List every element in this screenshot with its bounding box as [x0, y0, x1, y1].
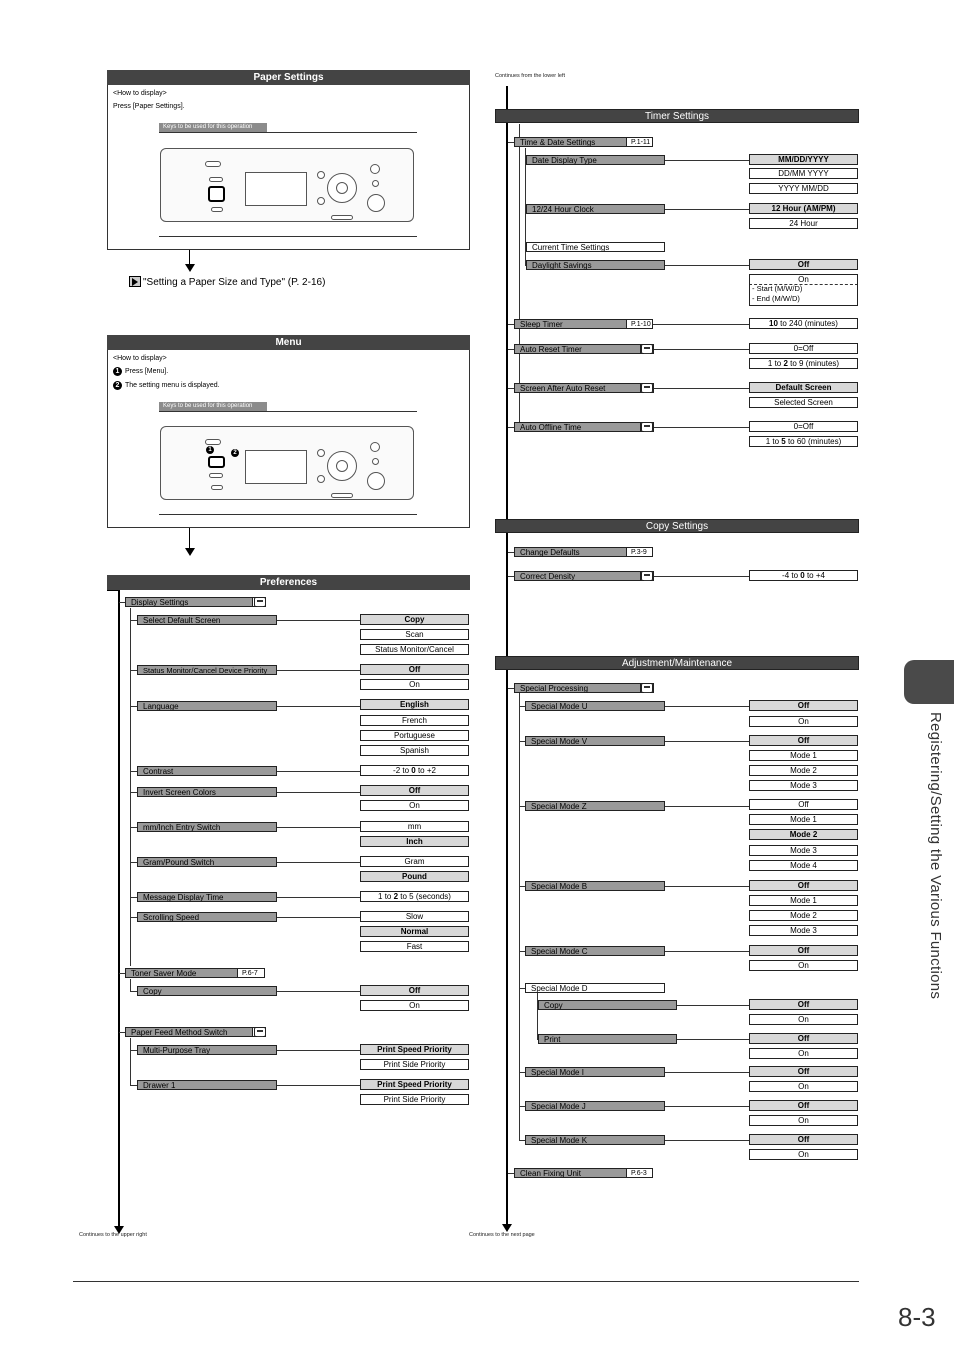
page-number: 8-3 [898, 1302, 936, 1332]
scroll-fast-option: Fast [360, 941, 469, 952]
z-mode3-option: Mode 3 [749, 845, 858, 856]
panel-key [209, 473, 223, 478]
tree-line [130, 979, 131, 991]
sm-on-option: On [360, 679, 469, 690]
paper-size-reference[interactable]: "Setting a Paper Size and Type" (P. 2-16) [143, 277, 326, 288]
connector-line [665, 806, 749, 807]
d-copy-off-option: Off [749, 999, 858, 1010]
invert-off-option: Off [360, 785, 469, 796]
density-range [749, 570, 858, 581]
daylight-on-option: On [749, 274, 858, 285]
status-monitor-label: Status Monitor/Cancel Device Priority [137, 665, 277, 675]
select-default-screen-label: Select Default Screen [137, 615, 277, 625]
start-button [367, 472, 385, 490]
c-off-option: Off [749, 945, 858, 956]
menu-keys-rule [159, 411, 417, 412]
chapter-title: Registering/Setting the Various Functions [927, 712, 944, 1000]
k-on-option: On [749, 1149, 858, 1160]
paper-feed-label: Paper Feed Method Switch [125, 1027, 253, 1037]
step-1-icon: 1 [206, 446, 214, 454]
clean-fixing-label: Clean Fixing Unit [514, 1168, 627, 1178]
menu-how: <How to display> [113, 355, 167, 362]
panel-button [317, 449, 325, 457]
panel-key [331, 215, 353, 220]
message-time-label: Message Display Time [137, 892, 277, 902]
d-copy-on-option: On [749, 1014, 858, 1025]
panel-key [205, 439, 221, 445]
connector-line [665, 886, 749, 887]
control-panel-image [160, 148, 414, 222]
change-defaults-label: Change Defaults [514, 547, 627, 557]
contrast-range [360, 765, 469, 776]
special-v-label: Special Mode V [525, 736, 665, 746]
connector-line [654, 427, 749, 428]
tree-line [130, 1085, 137, 1086]
tree-line [130, 827, 137, 828]
connector-line [653, 324, 749, 325]
date-display-label: Date Display Type [526, 155, 665, 165]
toner-on-option: On [360, 1000, 469, 1011]
connector-line [277, 706, 360, 707]
step-1-icon: 1 [113, 367, 122, 376]
daylight-off-option: Off [749, 259, 858, 270]
b-mode3-option: Mode 3 [749, 925, 858, 936]
tree-line [107, 590, 119, 591]
tree-line [130, 670, 137, 671]
default-screen-option: Default Screen [749, 382, 858, 393]
connector-line [654, 349, 749, 350]
connector-line [277, 1050, 360, 1051]
paper-settings-keys: Keys to be used for this operation [159, 123, 267, 132]
shortcut-icon [641, 571, 653, 581]
tree-line [130, 771, 137, 772]
invert-on-option: On [360, 800, 469, 811]
toner-copy-label: Copy [137, 986, 277, 996]
auto-reset-off: 0=Off [749, 343, 858, 354]
language-label: Language [137, 701, 277, 711]
daylight-label: Daylight Savings [526, 260, 665, 270]
panel-button [317, 171, 325, 179]
panel-button [317, 475, 325, 483]
date-mmddyyyy-option: MM/DD/YYYY [749, 154, 858, 165]
connector-line [277, 792, 360, 793]
contrast-range-end: to +2 [415, 766, 436, 775]
density-range-default: 0 [800, 571, 805, 580]
connector-line [665, 1106, 749, 1107]
menu-step-1: Press [Menu]. [125, 368, 169, 375]
mpt-side-option: Print Side Priority [360, 1059, 469, 1070]
connector-line [654, 576, 749, 577]
special-b-label: Special Mode B [525, 881, 665, 891]
connector-line [277, 620, 360, 621]
b-off-option: Off [749, 880, 858, 891]
shortcut-icon [254, 1027, 266, 1037]
contrast-range-default: 0 [411, 766, 416, 775]
special-i-label: Special Mode I [525, 1067, 665, 1077]
start-button [367, 194, 385, 212]
drawer-side-option: Print Side Priority [360, 1094, 469, 1105]
paper-settings-key [208, 186, 225, 202]
menu-key [208, 456, 225, 468]
v-off-option: Off [749, 735, 858, 746]
special-d-copy-label: Copy [538, 1000, 677, 1010]
panel-button [317, 197, 325, 205]
toner-saver-label: Toner Saver Mode [125, 968, 238, 978]
connector-line [665, 265, 749, 266]
tree-line [130, 917, 137, 918]
tree-line [130, 897, 137, 898]
connector-line [277, 827, 360, 828]
panel-display [245, 172, 307, 206]
screen-after-reset-label: Screen After Auto Reset [514, 383, 641, 393]
sleep-range-end: to 240 (minutes) [777, 319, 838, 328]
menu-keys: Keys to be used for this operation [159, 402, 267, 411]
tree-line [130, 706, 137, 707]
continues-next-page: Continues to the next page [469, 1232, 535, 1238]
special-j-label: Special Mode J [525, 1101, 665, 1111]
auto-offline-range-default: 5 [781, 437, 786, 446]
preferences-title: Preferences [107, 575, 470, 590]
reference-icon [129, 276, 141, 287]
grampound-label: Gram/Pound Switch [137, 857, 277, 867]
connector-line [277, 862, 360, 863]
j-off-option: Off [749, 1100, 858, 1111]
shortcut-icon [641, 383, 653, 393]
menu-step-2: The setting menu is displayed. [125, 382, 220, 389]
auto-reset-range-default: 2 [783, 359, 788, 368]
tree-line [130, 792, 137, 793]
arrow-down-icon [185, 264, 195, 272]
preferences-trunk [118, 590, 120, 1227]
change-defaults-page[interactable]: P.3-9 [627, 547, 653, 557]
tree-line [130, 1038, 131, 1085]
date-ddmm-option: DD/MM YYYY [749, 168, 858, 179]
clock-label: 12/24 Hour Clock [526, 204, 665, 214]
sleep-timer-label: Sleep Timer [514, 319, 627, 329]
auto-offline-label: Auto Offline Time [514, 422, 641, 432]
tree-line [130, 991, 137, 992]
panel-dial-center [336, 460, 348, 472]
daylight-end: - End (M/W/D) [752, 294, 800, 303]
connector-line [665, 160, 749, 161]
tree-line [519, 693, 520, 1141]
clock-24-option: 24 Hour [749, 218, 858, 229]
step-2-icon: 2 [231, 449, 239, 457]
menu-title: Menu [107, 335, 470, 350]
u-off-option: Off [749, 700, 858, 711]
time-date-page[interactable]: P.1-11 [627, 137, 653, 147]
panel-key [205, 161, 221, 167]
sds-scan-option: Scan [360, 629, 469, 640]
mpt-label: Multi-Purpose Tray [137, 1045, 277, 1055]
tree-line [130, 862, 137, 863]
connector-line [277, 991, 360, 992]
chapter-tab[interactable] [904, 660, 954, 704]
control-panel-image [160, 426, 414, 500]
continues-upper-right: Continues to the upper right [79, 1232, 147, 1238]
message-time-range [360, 891, 469, 902]
connector-line [665, 706, 749, 707]
connector-line [665, 1072, 749, 1073]
j-on-option: On [749, 1115, 858, 1126]
connector-line [665, 951, 749, 952]
paper-settings-bottom-rule [159, 236, 417, 237]
mminch-mm-option: mm [360, 821, 469, 832]
b-mode1-option: Mode 1 [749, 895, 858, 906]
scrolling-speed-label: Scrolling Speed [137, 912, 277, 922]
toner-saver-page[interactable]: P.6-7 [238, 968, 265, 978]
special-processing-label: Special Processing [514, 683, 641, 693]
connector-line [277, 897, 360, 898]
correct-density-label: Correct Density [514, 571, 641, 581]
auto-offline-range [749, 436, 858, 447]
copy-settings-title: Copy Settings [495, 519, 859, 533]
connector-line [277, 1085, 360, 1086]
scroll-slow-option: Slow [360, 911, 469, 922]
lang-portuguese-option: Portuguese [360, 730, 469, 741]
clean-fixing-page[interactable]: P.6-3 [627, 1168, 653, 1178]
panel-button [370, 442, 380, 452]
z-mode2-option: Mode 2 [749, 829, 858, 840]
auto-reset-label: Auto Reset Timer [514, 344, 641, 354]
paper-settings-press: Press [Paper Settings]. [113, 103, 185, 110]
invert-colors-label: Invert Screen Colors [137, 787, 277, 797]
timer-settings-title: Timer Settings [495, 109, 859, 123]
menu-bottom-rule [159, 514, 417, 515]
u-on-option: On [749, 716, 858, 727]
b-mode2-option: Mode 2 [749, 910, 858, 921]
sleep-range [749, 318, 858, 329]
connector-line [677, 1005, 749, 1006]
lang-spanish-option: Spanish [360, 745, 469, 756]
connector-line [277, 670, 360, 671]
shortcut-icon [641, 422, 653, 432]
panel-button [372, 180, 379, 187]
d-print-on-option: On [749, 1048, 858, 1059]
connector-line [665, 741, 749, 742]
contrast-label: Contrast [137, 766, 277, 776]
contrast-range-start: -2 to [393, 766, 412, 775]
v-mode2-option: Mode 2 [749, 765, 858, 776]
gp-pound-option: Pound [360, 871, 469, 882]
adjustment-title: Adjustment/Maintenance [495, 656, 859, 670]
paper-settings-title: Paper Settings [107, 70, 470, 85]
arrow-down-icon [185, 548, 195, 556]
sleep-timer-page[interactable]: P.1-10 [627, 319, 653, 329]
panel-key [209, 177, 223, 182]
gp-gram-option: Gram [360, 856, 469, 867]
display-settings-label: Display Settings [125, 597, 253, 607]
panel-key [331, 493, 353, 498]
time-date-label: Time & Date Settings [514, 137, 627, 147]
panel-display [245, 450, 307, 484]
special-k-label: Special Mode K [525, 1135, 665, 1145]
current-time-label: Current Time Settings [526, 242, 665, 252]
d-print-off-option: Off [749, 1033, 858, 1044]
sds-copy-option: Copy [360, 614, 469, 625]
step-2-icon: 2 [113, 381, 122, 390]
connector-line [665, 209, 749, 210]
special-d-print-label: Print [538, 1034, 677, 1044]
connector-line [654, 388, 749, 389]
special-z-label: Special Mode Z [525, 801, 665, 811]
density-range-end: to +4 [804, 571, 825, 580]
mminch-label: mm/Inch Entry Switch [137, 822, 277, 832]
auto-offline-off: 0=Off [749, 421, 858, 432]
daylight-start: - Start (M/W/D) [752, 284, 803, 293]
sleep-range-default: 10 [769, 319, 778, 328]
panel-key [211, 485, 223, 490]
message-time-default: 2 [393, 892, 399, 901]
sm-off-option: Off [360, 664, 469, 675]
v-mode3-option: Mode 3 [749, 780, 858, 791]
auto-reset-range [749, 358, 858, 369]
continues-from-lower-left: Continues from the lower left [495, 73, 566, 79]
scroll-normal-option: Normal [360, 926, 469, 937]
daylight-on-details [749, 284, 858, 306]
shortcut-icon [641, 344, 653, 354]
auto-offline-range-end: to 60 (minutes) [785, 437, 842, 446]
drawer-speed-option: Print Speed Priority [360, 1079, 469, 1090]
tree-line [130, 1050, 137, 1051]
drawer-label: Drawer 1 [137, 1080, 277, 1090]
connector-line [677, 1039, 749, 1040]
shortcut-icon [254, 597, 266, 607]
mminch-inch-option: Inch [360, 836, 469, 847]
tree-line [130, 608, 131, 966]
shortcut-icon [641, 683, 653, 693]
mpt-speed-option: Print Speed Priority [360, 1044, 469, 1055]
z-mode4-option: Mode 4 [749, 860, 858, 871]
panel-key [211, 207, 223, 212]
message-time-end: to 5 (seconds) [398, 892, 451, 901]
special-d-label: Special Mode D [525, 983, 665, 993]
z-mode1-option: Mode 1 [749, 814, 858, 825]
date-yyyy-option: YYYY MM/DD [749, 183, 858, 194]
auto-offline-range-start: 1 to [765, 437, 782, 446]
i-off-option: Off [749, 1066, 858, 1077]
auto-reset-range-end: to 9 (minutes) [787, 359, 840, 368]
selected-screen-option: Selected Screen [749, 397, 858, 408]
v-mode1-option: Mode 1 [749, 750, 858, 761]
connector-line [277, 917, 360, 918]
clock-12-option: 12 Hour (AM/PM) [749, 203, 858, 214]
arrow-down-icon [502, 1224, 512, 1232]
paper-settings-keys-rule [159, 132, 417, 133]
k-off-option: Off [749, 1134, 858, 1145]
special-c-label: Special Mode C [525, 946, 665, 956]
footer-rule [73, 1281, 859, 1282]
lang-english-option: English [360, 699, 469, 710]
message-time-start: 1 to [378, 892, 394, 901]
c-on-option: On [749, 960, 858, 971]
paper-settings-how: <How to display> [113, 90, 167, 97]
panel-button [372, 458, 379, 465]
lang-french-option: French [360, 715, 469, 726]
toner-off-option: Off [360, 985, 469, 996]
auto-reset-range-start: 1 to [767, 359, 784, 368]
flow-line [189, 528, 190, 550]
connector-line [665, 1140, 749, 1141]
i-on-option: On [749, 1081, 858, 1092]
connector-line [277, 771, 360, 772]
density-range-start: -4 to [782, 571, 801, 580]
panel-dial-center [336, 182, 348, 194]
special-u-label: Special Mode U [525, 701, 665, 711]
sds-status-option: Status Monitor/Cancel [360, 644, 469, 655]
z-off-option: Off [749, 799, 858, 810]
panel-button [370, 164, 380, 174]
tree-line [130, 620, 137, 621]
